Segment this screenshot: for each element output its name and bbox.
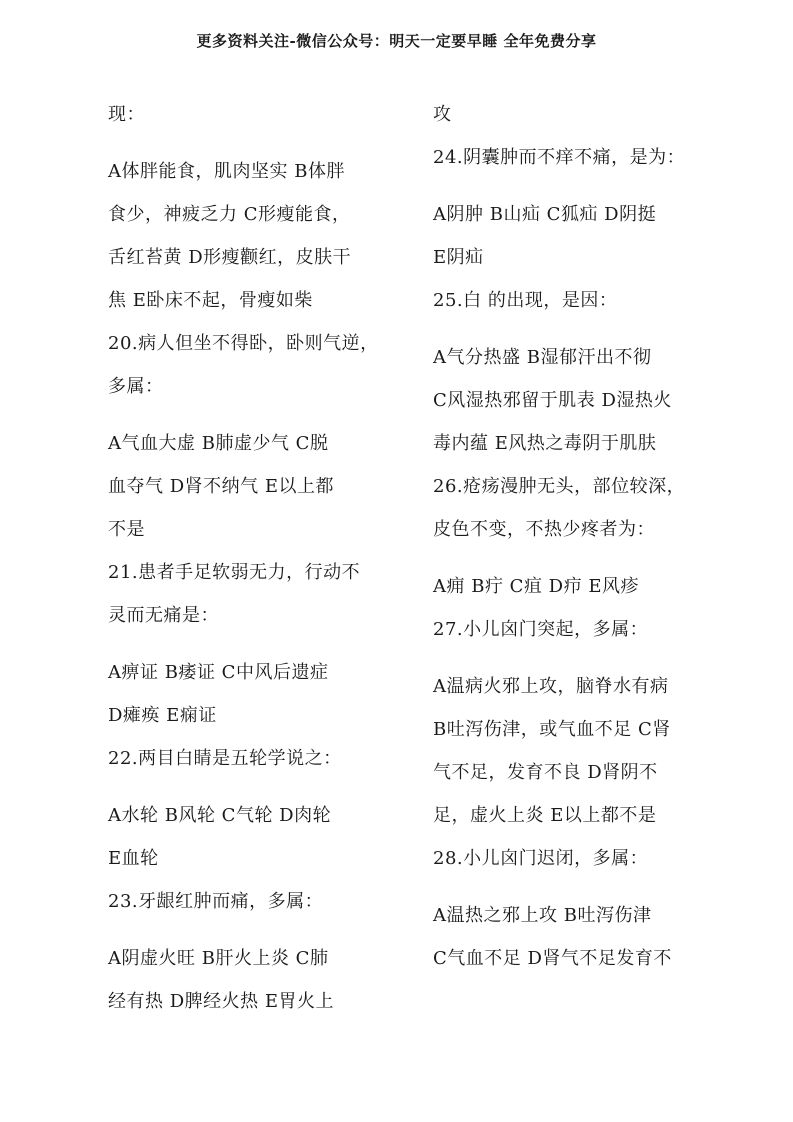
line-spacer (108, 143, 388, 157)
text-line: 足，虚火上炎 E以上都不是 (433, 805, 657, 826)
text-line: 气不足，发育不良 D肾阴不 (433, 762, 658, 783)
text-line: A体胖能食，肌肉坚实 B体胖 (108, 161, 345, 182)
line-spacer (433, 329, 713, 343)
text-line: 经有热 D脾经火热 E胃火上 (108, 991, 335, 1012)
text-line: 毒内蕴 E风热之毒阴于肌肤 (433, 433, 657, 454)
line-spacer (108, 644, 388, 658)
page-header: 更多资料关注-微信公众号：明天一定要早睡 全年免费分享 (196, 32, 597, 50)
text-line: B吐泻伤津，或气血不足 C肾 (433, 719, 671, 740)
text-line: 舌红苔黄 D形瘦颧红，皮肤干 (108, 247, 352, 268)
question-line: 26.疮疡漫肿无头，部位较深， (433, 476, 686, 497)
text-line: 皮色不变，不热少疼者为： (433, 519, 655, 540)
line-spacer (108, 930, 388, 944)
question-line: 25.白 的出现，是因： (433, 290, 618, 311)
line-spacer (433, 658, 713, 672)
text-line: A痹证 B痿证 C中风后遗症 (108, 662, 329, 683)
line-spacer (433, 558, 713, 572)
text-line: 攻 (433, 104, 452, 125)
text-line: 多属： (108, 376, 164, 397)
text-line: A痈 B疔 C疽 D疖 E风疹 (433, 576, 639, 597)
text-line: A温病火邪上攻，脑脊水有病 (433, 676, 669, 697)
text-line: A气血大虚 B肺虚少气 C脱 (108, 433, 329, 454)
text-line: 不是 (108, 519, 145, 540)
text-line: A阴肿 B山疝 C狐疝 D阴挺 (433, 204, 657, 225)
line-spacer (433, 186, 713, 200)
text-line: E血轮 (108, 848, 159, 869)
question-line: 28.小儿囟门迟闭，多属： (433, 848, 649, 869)
question-line: 27.小儿囟门突起，多属： (433, 619, 649, 640)
line-spacer (108, 415, 388, 429)
right-column (433, 100, 713, 987)
text-line: C气血不足 D肾气不足发育不 (433, 948, 672, 969)
question-line: 21.患者手足软弱无力，行动不 (108, 562, 361, 583)
question-line: 22.两目白睛是五轮学说之： (108, 748, 342, 769)
text-line: 食少，神疲乏力 C形瘦能食， (108, 204, 351, 225)
question-line: 24.阴囊肿而不痒不痛，是为： (433, 147, 686, 168)
text-line: A水轮 B风轮 C气轮 D肉轮 (108, 805, 332, 826)
text-line: 灵而无痛是： (108, 605, 219, 626)
left-column (108, 100, 388, 1030)
line-spacer (108, 787, 388, 801)
text-line: 焦 E卧床不起，骨瘦如柴 (108, 290, 313, 311)
line-spacer (433, 887, 713, 901)
text-line: 现： (108, 104, 145, 125)
text-line: C风湿热邪留于肌表 D湿热火 (433, 390, 672, 411)
text-line: A阴虚火旺 B肝火上炎 C肺 (108, 948, 329, 969)
text-line: 血夺气 D肾不纳气 E以上都 (108, 476, 335, 497)
text-line: A气分热盛 B湿郁汗出不彻 (433, 347, 652, 368)
text-line: E阴疝 (433, 247, 484, 268)
text-line: A温热之邪上攻 B吐泻伤津 (433, 905, 652, 926)
question-line: 20.病人但坐不得卧，卧则气逆， (108, 333, 379, 354)
question-line: 23.牙龈红肿而痛，多属： (108, 891, 324, 912)
text-line: D瘫痪 E痫证 (108, 705, 217, 726)
